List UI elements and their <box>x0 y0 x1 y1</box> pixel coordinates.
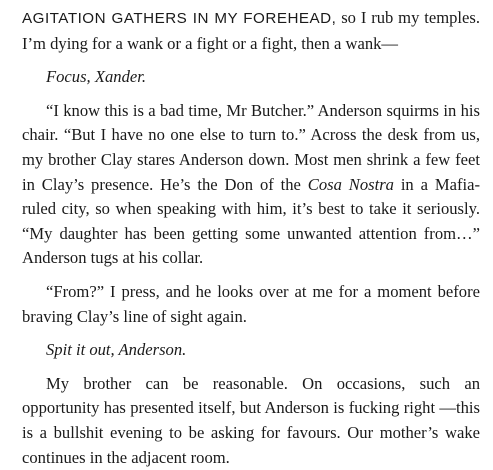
opening-paragraph <box>22 6 480 56</box>
paragraph-butcher-part-b: in a Mafia-ruled city, so when speaking with him, it’s best to take it seriously. “My daughter has been getting some unwanted attention from…” Anderson tugs at his collar. <box>22 174 480 268</box>
chapter-opening-lead: AGITATION GATHERS IN MY FOREHEAD, <box>22 10 337 27</box>
inner-thought-spit: Spit it out, Anderson. <box>46 340 187 360</box>
cosa-nostra-emphasis: Cosa Nostra <box>307 174 394 194</box>
paragraph-butcher <box>22 99 480 271</box>
book-page <box>22 6 480 470</box>
paragraph-from: “From?” I press, and he looks over at me for a moment before braving Clay’s line of sight again. <box>22 281 480 326</box>
paragraph-butcher-part-a: “I know this is a bad time, Mr Butcher.” Anderson squirms in his chair. “But I have no one else to turn to.” Across the desk from us, my brother Clay stares Anderson down. Most men shrink a few feet in Clay’s presence. He’s the Don of the <box>22 100 480 194</box>
opening-text: so I rub my temples. I’m dying for a wank or a fight or a fight, then a wank— <box>22 8 480 53</box>
paragraph-brother: My brother can be reasonable. On occasions, such an opportunity has presented itself, but Anderson is fucking right —this is a bullshit evening to be asking for favours. Our mother’s wake continues in the adjacent room. <box>22 373 480 467</box>
inner-thought-focus: Focus, Xander. <box>46 67 147 87</box>
